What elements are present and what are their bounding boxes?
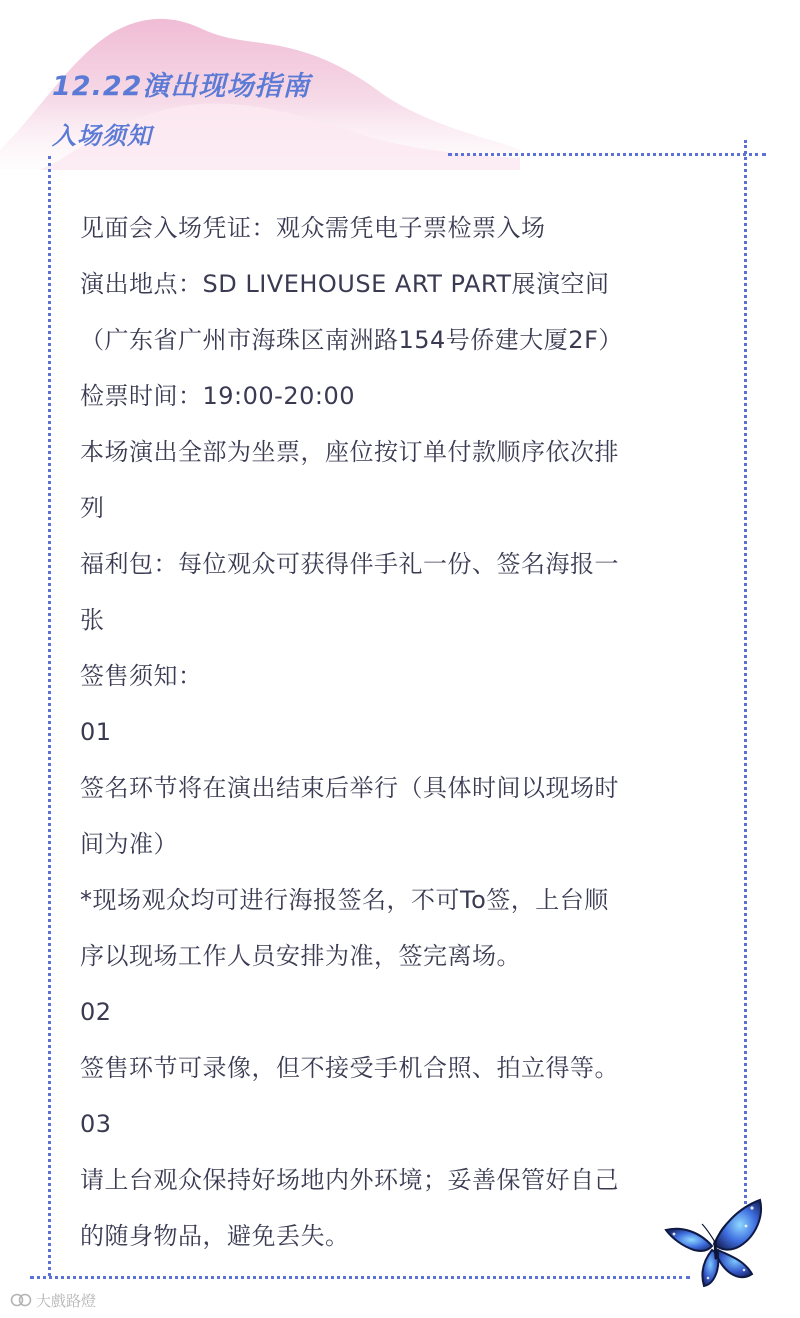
frame-right-border bbox=[744, 140, 747, 1240]
seating-line-cont: 列 bbox=[80, 494, 105, 522]
item-number-01: 01 bbox=[80, 718, 112, 746]
recording-rule-line: 签售环节可录像，但不接受手机合照、拍立得等。 bbox=[80, 1054, 619, 1082]
guide-content bbox=[80, 200, 710, 1264]
signing-notice-heading: 签售须知： bbox=[80, 662, 203, 690]
frame-top-border bbox=[448, 153, 766, 156]
gift-pack-line: 福利包：每位观众可获得伴手礼一份、签名海报一 bbox=[80, 550, 619, 578]
venue-address-line: （广东省广州市海珠区南洲路154号侨建大厦2F） bbox=[80, 326, 623, 354]
signing-time-line-cont: 间为准） bbox=[80, 830, 178, 858]
frame-bottom-border bbox=[30, 1276, 690, 1279]
item-number-03: 03 bbox=[80, 1110, 112, 1138]
signing-rule-line-cont: 序以现场工作人员安排为准，签完离场。 bbox=[80, 942, 521, 970]
watermark-text: 大戲路燈 bbox=[36, 1291, 97, 1310]
venue-line: 演出地点：SD LIVEHOUSE ART PART展演空间 bbox=[80, 270, 610, 298]
signing-time-line: 签名环节将在演出结束后举行（具体时间以现场时 bbox=[80, 774, 619, 802]
gift-pack-line-cont: 张 bbox=[80, 606, 105, 634]
frame-left-border bbox=[48, 156, 51, 1276]
seating-line: 本场演出全部为坐票，座位按订单付款顺序依次排 bbox=[80, 438, 619, 466]
belongings-line-cont: 的随身物品，避免丢失。 bbox=[80, 1222, 350, 1250]
belongings-line: 请上台观众保持好场地内外环境；妥善保管好自己 bbox=[80, 1166, 619, 1194]
watermark-logo-icon bbox=[10, 1291, 32, 1309]
watermark bbox=[10, 1290, 96, 1310]
ticket-check-time-line: 检票时间：19:00-20:00 bbox=[80, 382, 355, 410]
item-number-02: 02 bbox=[80, 998, 112, 1026]
page-subtitle: 入场须知 bbox=[52, 122, 152, 150]
entry-credential-line: 见面会入场凭证：观众需凭电子票检票入场 bbox=[80, 214, 546, 242]
page-title: 12.22演出现场指南 bbox=[52, 71, 311, 102]
butterfly-icon bbox=[660, 1196, 768, 1292]
signing-rule-line: *现场观众均可进行海报签名，不可To签，上台顺 bbox=[80, 886, 609, 914]
